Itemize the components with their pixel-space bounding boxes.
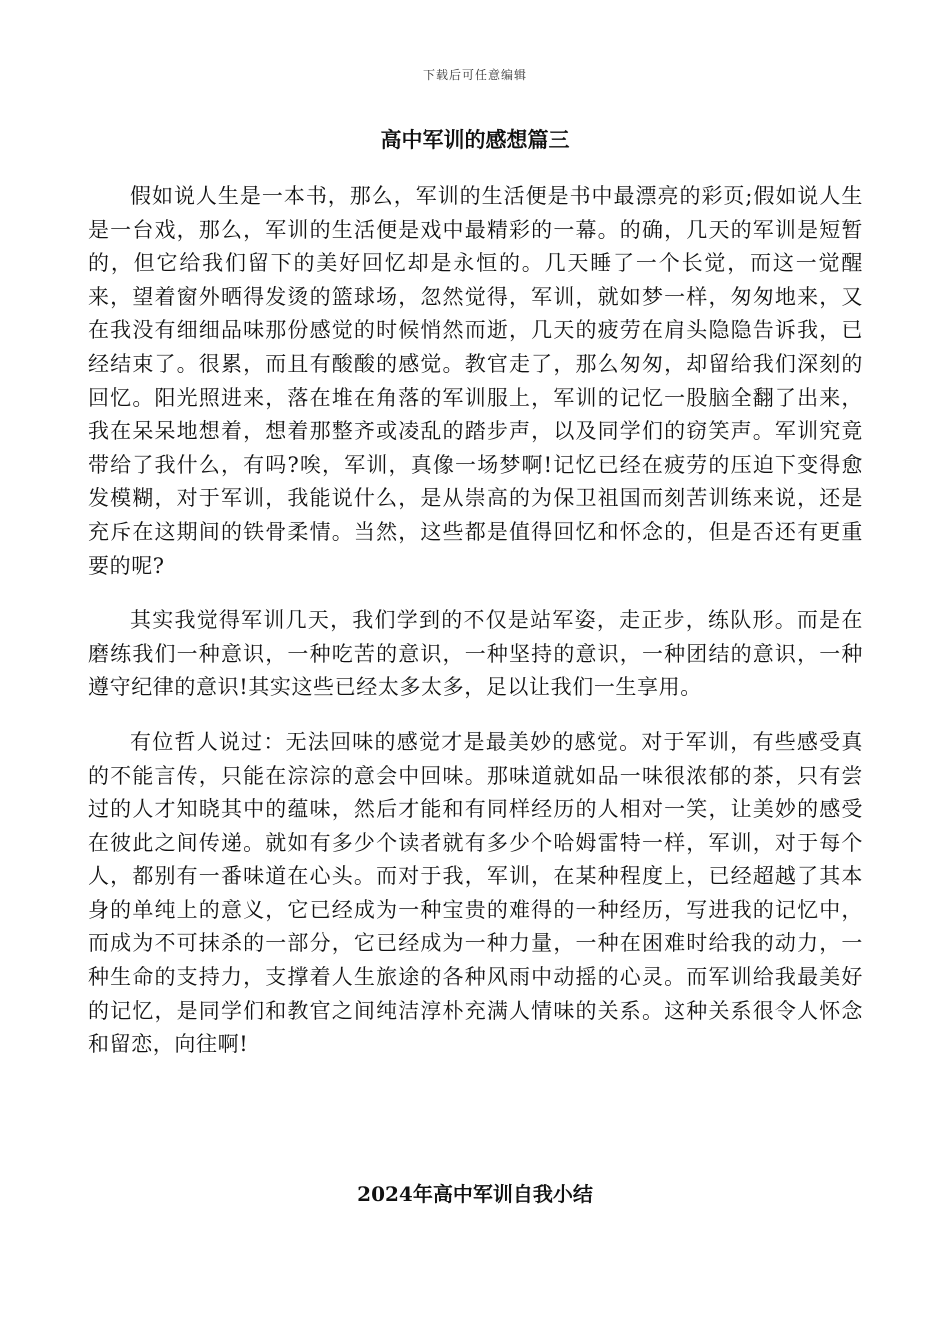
header-note: 下载后可任意编辑 xyxy=(422,68,527,82)
body-text xyxy=(88,180,863,1083)
paragraph-3: 有位哲人说过：无法回味的感觉才是最美妙的感觉。对于军训，有些感受真的不能言传，只能在淙淙的意会中回味。那味道就如品一味很浓郁的茶，只有尝过的人才知晓其中的蕴味，然后才能和有同样经历的人相对一笑，让美妙的感受在彼此之间传递。就如有多少个读者就有多少个哈姆雷特一样，军训，对于每个人，都别有一番味道在心头。而对于我，军训，在某种程度上，已经超越了其本身的单纯上的意义，它已经成为一种宝贵的难得的一种经历，写进我的记忆中，而成为不可抹杀的一部分，它已经成为一种力量，一种在困难时给我的动力，一种生命的支持力，支撑着人生旅途的各种风雨中动摇的心灵。而军训给我最美好的记忆，是同学们和教官之间纯洁淳朴充满人情味的关系。这种关系很令人怀念和留恋，向往啊! xyxy=(88,729,863,1057)
paragraph-1: 假如说人生是一本书，那么，军训的生活便是书中最漂亮的彩页;假如说人生是一台戏，那么，军训的生活便是戏中最精彩的一幕。的确，几天的军训是短暂的，但它给我们留下的美好回忆却是永恒的。几天睡了一个长觉，而这一觉醒来，望着窗外晒得发烫的篮球场，忽然觉得，军训，就如梦一样，匆匆地来，又在我没有细细品味那份感觉的时候悄然而逝，几天的疲劳在肩头隐隐告诉我，已经结束了。很累，而且有酸酸的感觉。教官走了，那么匆匆，却留给我们深刻的回忆。阳光照进来，落在堆在角落的军训服上，军训的记忆一股脑全翻了出来，我在呆呆地想着，想着那整齐或凌乱的踏步声，以及同学们的窃笑声。军训究竟带给了我什么，有吗?唉，军训，真像一场梦啊!记忆已经在疲劳的压迫下变得愈发模糊，对于军训，我能说什么，是从崇高的为保卫祖国而刻苦训练来说，还是充斥在这期间的铁骨柔情。当然，这些都是值得回忆和怀念的，但是否还有更重要的呢? xyxy=(88,184,863,578)
document-title: 高中军训的感想篇三 xyxy=(380,127,570,152)
paragraph-2: 其实我觉得军训几天，我们学到的不仅是站军姿，走正步，练队形。而是在磨练我们一种意识，一种吃苦的意识，一种坚持的意识，一种团结的意识，一种遵守纪律的意识!其实这些已经太多太多，足以让我们一生享用。 xyxy=(88,608,863,700)
section-title: 2024年高中军训自我小结 xyxy=(357,1182,593,1206)
